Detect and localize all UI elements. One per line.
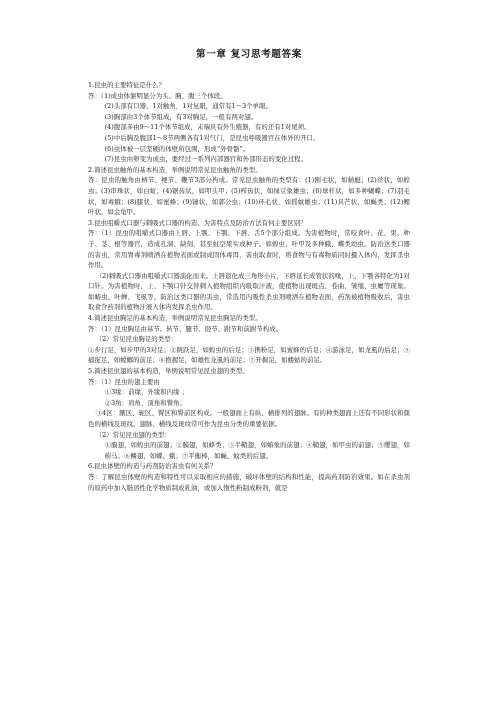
question-3-answer-2: （2)刺吸式口器由咀嚼式口器演化而来。上唇退化成三角形小片，下唇延长成管状的喙，上、下颚各特化为1对口针。为害植物时，上、下颚口针交替刺入植物组织内吸取汁液，使植物出现斑点、卷曲、皱缩、虫瘿等现象。如蝽虫、叶蝉、飞虱等。防治这类口器的害虫，常选用内吸性杀虫剂喷洒在植物表面，药剂被植物吸收后，害虫取食含药剂的植物汁液入体内发挥杀虫作用。 bbox=[88, 271, 410, 312]
question-3 bbox=[88, 218, 410, 313]
page-title: 第一章 复习思考题答案 bbox=[196, 49, 302, 60]
answer-item: ②3角：肩角、顶角和臀角； bbox=[104, 398, 187, 407]
question-2-text: 2.简述昆虫触角的基本构造，举例说明常见昆虫触角的类型。 bbox=[88, 165, 262, 174]
document-page bbox=[88, 48, 410, 493]
question-5-answer: 答：（1）昆虫的翅主要由 bbox=[88, 377, 160, 386]
question-1 bbox=[88, 80, 410, 165]
question-3-text: 3.昆虫咀嚼式口器与刺吸式口器的构造、为害特点及防治方法有何主要区别？ bbox=[88, 218, 307, 227]
question-4 bbox=[88, 313, 410, 366]
question-5 bbox=[88, 366, 410, 461]
question-1-answer: 答：（1)成虫体躯明显分为头、胸、腹三个体段。 bbox=[88, 91, 227, 100]
answer-item: ①3缘：前缘、外缘和内缘 ； bbox=[104, 388, 189, 397]
question-4-subheading: （2）常见昆虫胸足的类型： bbox=[95, 335, 178, 344]
question-5-text: 5.简述昆虫翅的基本构造，举例说明常见昆虫翅的类型。 bbox=[88, 367, 249, 376]
answer-item: (2)头部有口器、1对触角，1对复眼，通常有1～3个单眼。 bbox=[104, 102, 272, 111]
question-3-answer-1: 答：（1）昆虫的咀嚼式口器由上唇、上颚、下颚、下唇、舌5个部分组成。为害植物时，常咬食叶、花、果、种子、茎、根等器官，造成孔洞、缺刻，甚至蛀空果实或种子。如蝗虫、叶甲及多种蛾、蝶类幼虫。防治这类口器的害虫，常用胃毒剂喷洒在植物表面或制成固体毒饵，害虫取食时，将食物与有毒物质同时摄入体内，发挥杀虫作用。 bbox=[88, 229, 410, 270]
question-4-answer: 答：（1）昆虫胸足由基节、转节、腿节、胫节、跗节和前跗节构成。 bbox=[88, 324, 283, 333]
question-4-types: ①步行足，如步甲的3对足；②跳跃足，如蝗虫的后足；③携粉足，如蜜蜂的后足；④游泳足，如龙虱的后足；⑤捕捉足，如螳螂的前足；⑥抱握足，如雄性龙虱的前足；⑦开掘足，如蝼蛄的前足。 bbox=[88, 345, 410, 365]
question-2 bbox=[88, 165, 410, 218]
question-2-answer: 答：昆虫的触角由柄节、梗节、鞭节3部分构成。常见昆虫触角的类型有：(1)刚毛状，如蜻蜓；(2)丝状，如蝗虫；(3)串珠状，如白蚁；(4)锯齿状，如叩头甲；(5)栉齿状，如绿豆象雄虫；(6)球杆状，如多种蝴蝶；(7)羽毛状，如毒蛾；(8)膝状，如蜜蜂；(9)锤状，如郭公虫；(10)环毛状，如摇蚊雄虫；(11)具芒状，如蝇类；(12)鳃叶状，如金龟甲。 bbox=[88, 176, 410, 217]
answer-item: (7)昆虫由卵变为成虫，要经过一系列内部器官和外部形态的变化过程。 bbox=[104, 155, 308, 164]
answer-item: (3)胸部由3个体节组成，有3对胸足，一般有两对翅。 bbox=[104, 112, 258, 121]
question-4-text: 4.简述昆虫胸足的基本构造，举例说明常见昆虫胸足的类型。 bbox=[88, 314, 262, 323]
answer-item: ③4区：腋区、轭区、臀区和臀前区构成。一般翅面上有纵、横排列的翅脉。有的种类翅面上还有不同形状和颜色的横线及斑纹。翅脉、横线及斑纹常可作为昆虫分类的重要依据。 bbox=[88, 409, 410, 428]
question-6-answer: 答：了解昆虫体壁的构造和特性可以采取相应的措施，破坏体壁的结构和性能，提高药剂防治效果。如在杀虫剂的原药中加入脂溶性化学物质制成乳油，或加入惰性粉制成粉剂，就是 bbox=[88, 472, 410, 492]
answer-item: (6)虫体被一层坚硬的体壁所包围，形成“外骨骼”。 bbox=[104, 144, 250, 153]
answer-item: (5)中后胸及腹部1～8节两侧各有1对气门，是昆虫呼吸器官在体外的开口。 bbox=[104, 133, 320, 142]
question-6-text: 6.昆虫体壁的构造与药剂防治害虫有何关系？ bbox=[88, 462, 217, 471]
answer-item: (4)腹部多由9～11个体节组成，末端具有外生殖器，有的还有1对尾须。 bbox=[104, 123, 311, 132]
question-6 bbox=[88, 461, 410, 493]
question-5-types: ①膜翅，如蝗虫的前翅；②膜翅，如蜂类；③半鞘翅，如蝽象的前翅；④鞘翅，如甲虫的前翅；⑤缨翅，如蓟马；⑥鳞翅，如蝶、蛾；⑦平衡棒，如蝇、蚊类的后翅。 bbox=[104, 441, 410, 460]
question-5-subheading: （2）常见昆虫翅的类型： bbox=[95, 430, 171, 439]
question-1-text: 1.昆虫的主要特征是什么？ bbox=[88, 81, 166, 89]
